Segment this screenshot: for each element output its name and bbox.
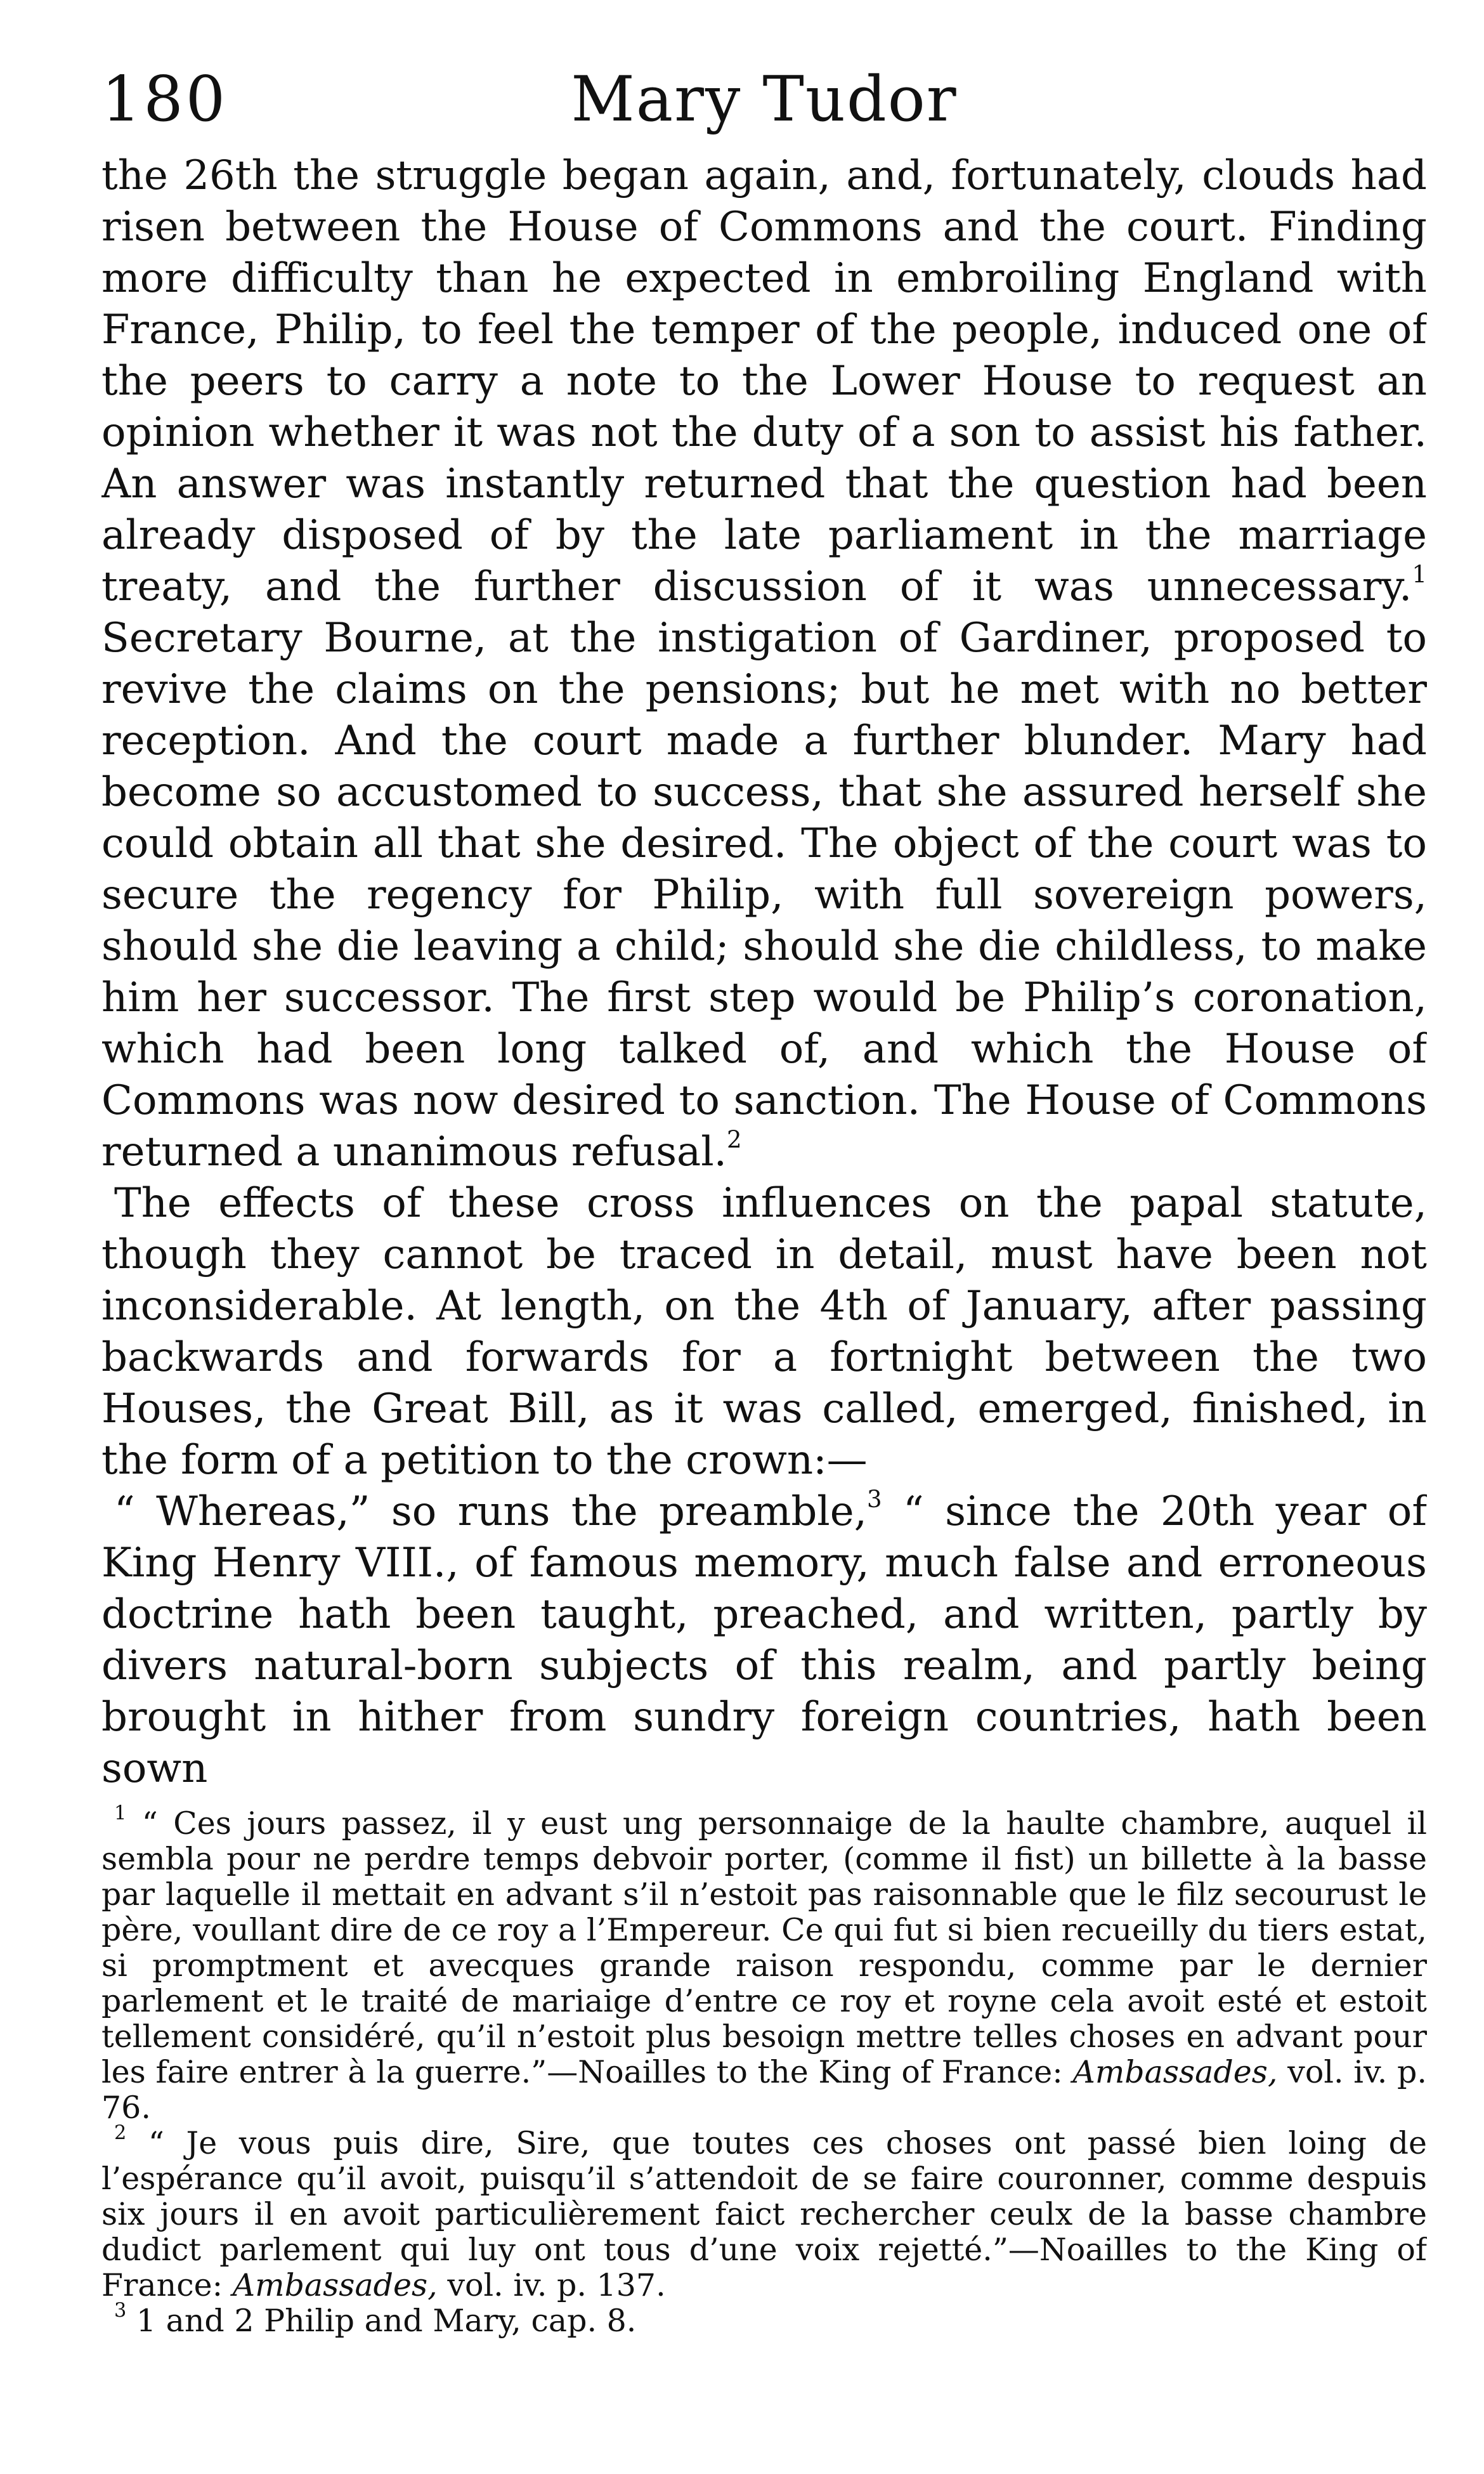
- body-text: [101, 150, 1427, 1795]
- footnote-1-citation: vol. iv. p. 76.: [101, 2054, 1427, 2126]
- paragraph-1-part-a: the 26th the struggle began again, and, fortunately, clouds had risen between the House of Commons and the court. Finding more difficulty than he expected in embroiling England with France, Philip, to feel the temper of the people, induced one of the peers to carry a note to the Lower House to request an opinion whether it was not the duty of a son to assist his father. An answer was instantly returned that the question had been already disposed of by the late parliament in the marriage treaty, and the further discussion of it was unnecessary.: [101, 152, 1427, 610]
- footnote-1-marker: 1: [114, 1802, 127, 1825]
- footnote-ref-2: 2: [727, 1126, 742, 1154]
- footnote-2: [101, 2122, 1427, 2303]
- page-number: 180: [101, 63, 228, 136]
- paragraph-3-part-b: “ since the 20th year of King Henry VIII., of famous memory, much false and erroneous doctrine hath been taught, preached, and written, partly by divers natural-born subjects of this realm, and partly being brought in hither from sundry foreign countries, hath been sown: [101, 1488, 1427, 1792]
- footnote-ref-1: 1: [1412, 561, 1427, 589]
- book-page: [101, 63, 1427, 2436]
- running-head: [101, 63, 1427, 136]
- footnote-3: [101, 2300, 1427, 2339]
- paragraph-1: [101, 150, 1427, 1178]
- footnote-ref-3: 3: [867, 1486, 882, 1514]
- paragraph-3-part-a: “ Whereas,” so runs the preamble,: [114, 1488, 867, 1535]
- paragraph-1-part-b: Secretary Bourne, at the instigation of Gardiner, proposed to revive the claims on the pensions; but he met with no better reception. And the court made a further blunder. Mary had become so accustomed to success, that she assured herself she could obtain all that she desired. The object of the court was to secure the regency for Philip, with full sovereign powers, should she die leaving a child; should she die childless, to make him her successor. The first step would be Philip’s coronation, which had been long talked of, and which the House of Commons was now desired to sanction. The House of Commons returned a unanimous refusal.: [101, 615, 1427, 1175]
- footnote-2-text: “ Je vous puis dire, Sire, que toutes ces choses ont passé bien loing de l’espérance qu’il avoit, puisqu’il s’attendoit de se faire couronner, comme despuis six jours il en avoit particulièrement faict rechercher ceulx de la basse chambre dudict parlement qui luy ont tous d’une voix rejetté.”—Noailles to the King of France:: [101, 2125, 1427, 2303]
- footnote-1-source-title: Ambassades,: [1072, 2054, 1278, 2090]
- footnote-2-source-title: Ambassades,: [232, 2267, 438, 2303]
- running-title: Mary Tudor: [571, 63, 958, 136]
- footnote-2-citation: vol. iv. p. 137.: [437, 2267, 666, 2303]
- footnote-2-marker: 2: [114, 2122, 127, 2145]
- footnotes: [101, 1802, 1427, 2339]
- footnote-3-marker: 3: [114, 2300, 127, 2322]
- footnote-3-text: 1 and 2 Philip and Mary, cap. 8.: [126, 2303, 637, 2339]
- footnote-1: [101, 1802, 1427, 2126]
- paragraph-2: The effects of these cross influences on the papal statute, though they cannot be traced in detail, must have been not inconsiderable. At length, on the 4th of January, after passing backwards and forwards for a fortnight between the two Houses, the Great Bill, as it was called, emerged, finished, in the form of a petition to the crown:—: [101, 1180, 1427, 1484]
- paragraph-3: [101, 1486, 1427, 1795]
- footnote-1-text: “ Ces jours passez, il y eust ung personnaige de la haulte chambre, auquel il sembla pour ne perdre temps debvoir porter, (comme il fist) un billette à la basse par laquelle il mettait en advant s’il n’estoit pas raisonnable que le filz secourust le père, voullant dire de ce roy a l’Empereur. Ce qui fut si bien recueilly du tiers estat, si promptment et avecques grande raison respondu, comme par le dernier parlement et le traité de mariaige d’entre ce roy et royne cela avoit esté et estoit tellement considéré, qu’il n’estoit plus besoign mettre telles choses en advant pour les faire entrer à la guerre.”—Noailles to the King of France:: [101, 1805, 1427, 2090]
